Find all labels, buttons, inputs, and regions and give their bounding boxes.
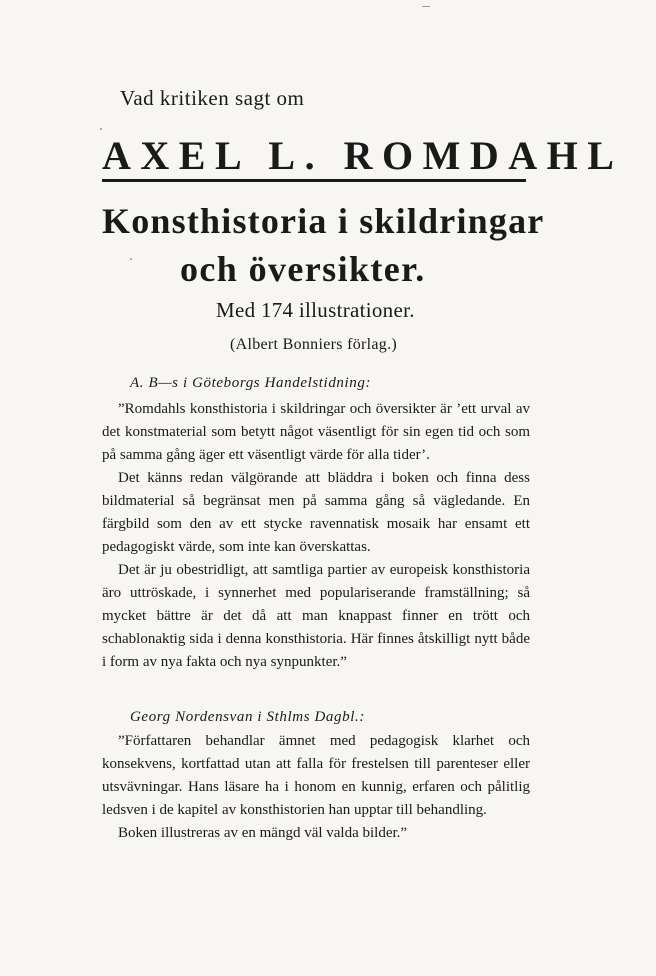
- review-source-handelstidning: A. B—s i Göteborgs Handelstidning:: [130, 375, 372, 391]
- book-title-line-1: Konsthistoria i skildringar: [102, 201, 545, 241]
- review-paragraph: Boken illustreras av en mängd väl valda bilder.”: [118, 825, 408, 841]
- review-text-handelstidning: [102, 398, 530, 674]
- illustrations-note: Med 174 illustrationer.: [216, 298, 415, 322]
- publisher-note: (Albert Bonniers förlag.): [230, 336, 398, 353]
- review-paragraph: Det känns redan välgörande att bläddra i boken och finna dess bildmaterial så begränsat men på samma gång så vägledande. En färgbild som den av ett stycke ravennatisk mosaik har ensamt ett pedagogiskt värde, som inte kan överskattas.: [102, 470, 530, 555]
- intro-line: Vad kritiken sagt om: [120, 86, 305, 110]
- paper-speck: [422, 6, 430, 7]
- author-name: AXEL L. ROMDAHL: [102, 133, 624, 178]
- review-text-dagbladet: [102, 730, 530, 845]
- paper-speck: [130, 258, 132, 260]
- review-source-dagbladet: Georg Nordensvan i Sthlms Dagbl.:: [130, 709, 365, 725]
- review-paragraph: Det är ju obestridligt, att samtliga partier av europeisk konsthistoria äro uttröskade, i synnerhet med populariserande framställning; så mycket bättre är det då att man knappast finner en trött och schablonaktig sida i denna konsthistoria. Här finnes åtskilligt nytt både i form av nya fakta och nya synpunkter.”: [102, 562, 530, 670]
- author-underline: [102, 179, 526, 182]
- paper-speck: [100, 128, 102, 130]
- review-paragraph: ”Romdahls konsthistoria i skildringar och översikter är ’ett urval av det konstmaterial som betytt något väsentligt för sin egen tid och som på samma gång äger ett väsentligt värde för alla tider’.: [102, 401, 530, 463]
- book-title-line-2: och översikter.: [180, 249, 426, 289]
- review-paragraph: ”Författaren behandlar ämnet med pedagogisk klarhet och konsekvens, kortfattad utan att falla för frestelsen till parenteser eller utsvävningar. Hans läsare ha i honom en kunnig, erfaren och pålitlig ledsven i de kapitel av konsthistorien han upptar till behandling.: [102, 733, 530, 818]
